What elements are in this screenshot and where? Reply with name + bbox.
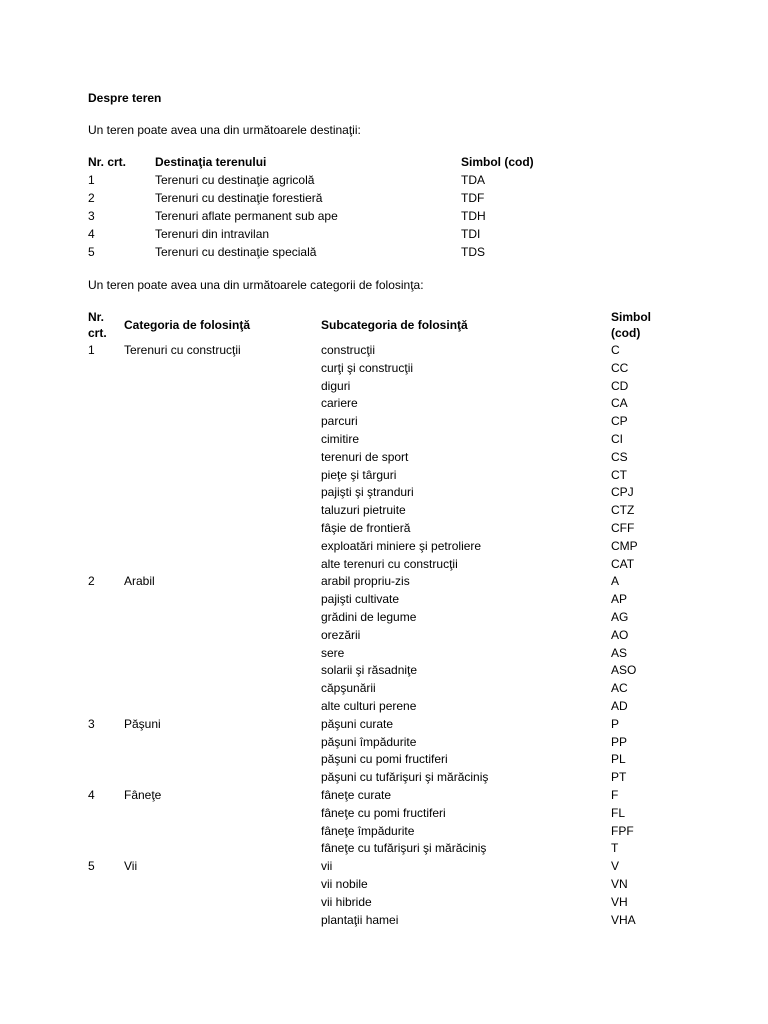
cell-subcategorie: vii nobile xyxy=(321,876,368,891)
cell-nr: 2 xyxy=(88,191,95,205)
cell-subcategorie: păşuni cu pomi fructiferi xyxy=(321,752,448,767)
cell-subcategorie: păşuni curate xyxy=(321,716,394,731)
cell-simbol: P xyxy=(611,716,620,731)
cell-subcategorie: pajişti cultivate xyxy=(321,592,400,607)
cell-simbol: TDH xyxy=(461,209,486,223)
cell-subcategorie: sere xyxy=(321,645,345,660)
cell-subcategorie: fâneţe cu tufărişuri şi mărăciniş xyxy=(321,841,487,856)
cell-simbol: A xyxy=(611,574,620,589)
cell-destinatie: Terenuri cu destinaţie specială xyxy=(155,245,317,259)
cell-subcategorie: arabil propriu-zis xyxy=(321,574,410,589)
cell-simbol: C xyxy=(611,343,620,357)
cell-simbol: VH xyxy=(611,894,628,909)
cell-simbol: PL xyxy=(611,752,626,767)
header-categoria: Categoria de folosinţă xyxy=(124,318,251,332)
cell-subcategorie: fâneţe cu pomi fructiferi xyxy=(321,805,446,820)
cell-destinatie: Terenuri din intravilan xyxy=(155,227,270,241)
section-heading: Despre teren xyxy=(88,91,162,105)
cell-subcategorie: fâneţe împădurite xyxy=(321,823,415,838)
header-destinatia: Destinaţia terenului xyxy=(155,155,267,169)
cell-subcategorie: cariere xyxy=(321,396,358,411)
cell-subcategorie: fâneţe curate xyxy=(321,787,392,802)
cell-subcategorie: orezării xyxy=(321,627,361,642)
cell-simbol: AP xyxy=(611,592,628,607)
cell-nr: 3 xyxy=(88,716,95,731)
cell-simbol: CT xyxy=(611,467,627,482)
cell-subcategorie: vii hibride xyxy=(321,894,372,909)
cell-simbol: TDF xyxy=(461,191,485,205)
cell-subcategorie: exploatări miniere şi petroliere xyxy=(321,538,482,553)
cell-simbol: FL xyxy=(611,805,626,820)
cell-nr: 1 xyxy=(88,173,95,187)
cell-simbol: VHA xyxy=(611,912,636,927)
cell-simbol: CC xyxy=(611,360,629,375)
cell-nr: 5 xyxy=(88,245,95,259)
cell-simbol: CA xyxy=(611,396,628,411)
header-subcategoria: Subcategoria de folosinţă xyxy=(321,318,468,332)
cell-simbol: CPJ xyxy=(611,485,634,500)
header-nr-crt: Nr. crt. xyxy=(88,155,127,169)
cell-simbol: AC xyxy=(611,681,628,696)
cell-subcategorie: grădini de legume xyxy=(321,609,417,624)
cell-categorie: Fâneţe xyxy=(124,787,162,802)
cell-subcategorie: diguri xyxy=(321,378,351,393)
cell-subcategorie: vii xyxy=(321,859,333,874)
cell-subcategorie: plantaţii hamei xyxy=(321,912,399,927)
cell-simbol: CD xyxy=(611,378,629,393)
cell-simbol: CI xyxy=(611,431,623,446)
cell-subcategorie: pajişti şi ştranduri xyxy=(321,485,414,500)
cell-simbol: ASO xyxy=(611,663,637,678)
cell-nr: 1 xyxy=(88,343,95,357)
cell-simbol: FPF xyxy=(611,823,634,838)
cell-subcategorie: taluzuri pietruite xyxy=(321,503,406,518)
cell-simbol: AD xyxy=(611,698,628,713)
cell-simbol: PT xyxy=(611,770,627,785)
cell-nr: 3 xyxy=(88,209,95,223)
cell-categorie: Arabil xyxy=(124,574,155,589)
cell-destinatie: Terenuri cu destinaţie forestieră xyxy=(155,191,323,205)
cell-destinatie: Terenuri aflate permanent sub ape xyxy=(155,209,338,223)
header-cod: (cod) xyxy=(611,326,641,340)
header-simbol: Simbol xyxy=(611,310,652,324)
cell-subcategorie: curţi şi construcţii xyxy=(321,360,414,375)
cell-subcategorie: căpşunării xyxy=(321,681,376,696)
cell-simbol: CAT xyxy=(611,556,635,571)
cell-simbol: V xyxy=(611,859,620,874)
cell-simbol: CFF xyxy=(611,520,635,535)
cell-subcategorie: solarii şi răsadniţe xyxy=(321,663,418,678)
categories-intro: Un teren poate avea una din următoarele categorii de folosinţa: xyxy=(88,278,424,292)
cell-subcategorie: alte terenuri cu construcţii xyxy=(321,556,458,571)
cell-categorie: Terenuri cu construcţii xyxy=(124,343,241,357)
cell-nr: 4 xyxy=(88,227,95,241)
cell-subcategorie: construcţii xyxy=(321,343,376,357)
cell-subcategorie: alte culturi perene xyxy=(321,698,417,713)
cell-subcategorie: parcuri xyxy=(321,414,358,429)
cell-subcategorie: păşuni cu tufărişuri şi mărăciniş xyxy=(321,770,489,785)
cell-nr: 2 xyxy=(88,574,95,589)
cell-simbol: TDI xyxy=(461,227,481,241)
header-crt: crt. xyxy=(88,326,107,340)
cell-simbol: TDS xyxy=(461,245,485,259)
cell-categorie: Păşuni xyxy=(124,716,161,731)
cell-nr: 4 xyxy=(88,787,95,802)
cell-simbol: AG xyxy=(611,609,629,624)
cell-subcategorie: cimitire xyxy=(321,431,359,446)
cell-simbol: CS xyxy=(611,449,628,464)
cell-subcategorie: pieţe şi târguri xyxy=(321,467,397,482)
cell-simbol: F xyxy=(611,787,619,802)
cell-simbol: CMP xyxy=(611,538,638,553)
cell-subcategorie: fâşie de frontieră xyxy=(321,520,411,535)
cell-simbol: T xyxy=(611,841,619,856)
cell-simbol: PP xyxy=(611,734,628,749)
cell-subcategorie: terenuri de sport xyxy=(321,449,409,464)
cell-destinatie: Terenuri cu destinaţie agricolă xyxy=(155,173,315,187)
cell-nr: 5 xyxy=(88,859,95,874)
header-nr: Nr. xyxy=(88,310,105,324)
cell-simbol: CP xyxy=(611,414,628,429)
cell-simbol: TDA xyxy=(461,173,485,187)
header-simbol: Simbol (cod) xyxy=(461,155,534,169)
cell-simbol: VN xyxy=(611,876,628,891)
cell-subcategorie: păşuni împădurite xyxy=(321,734,417,749)
destinations-intro: Un teren poate avea una din următoarele destinaţii: xyxy=(88,123,361,137)
cell-categorie: Vii xyxy=(124,859,138,874)
cell-simbol: CTZ xyxy=(611,503,635,518)
cell-simbol: AO xyxy=(611,627,629,642)
cell-simbol: AS xyxy=(611,645,628,660)
